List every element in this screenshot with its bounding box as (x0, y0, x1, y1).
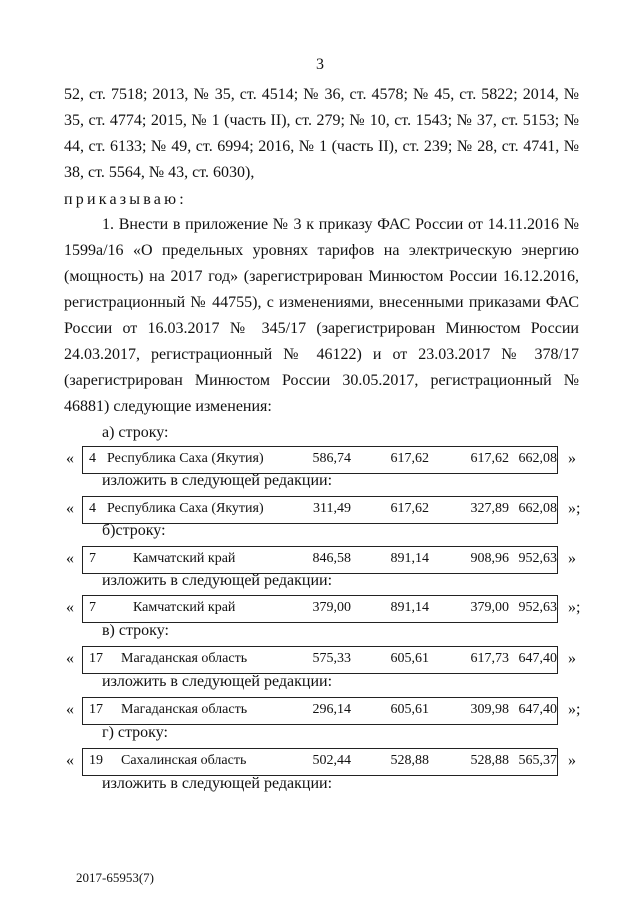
value-4: 647,40 (518, 702, 557, 717)
row-number: 7 (89, 551, 96, 566)
quote-open: « (66, 701, 74, 718)
quote-open: « (66, 450, 74, 467)
row-number: 4 (89, 501, 96, 516)
value-3: 617,73 (470, 651, 509, 666)
quote-open: « (66, 599, 74, 616)
value-2: 891,14 (390, 551, 429, 566)
restate-label: изложить в следующей редакции: (102, 472, 333, 489)
value-2: 891,14 (390, 600, 429, 615)
row-number: 17 (89, 651, 103, 666)
row-box (82, 595, 558, 623)
value-1: 575,33 (312, 651, 351, 666)
value-1: 311,49 (313, 501, 351, 516)
value-2: 528,88 (390, 753, 429, 768)
value-3: 309,98 (470, 702, 509, 717)
value-1: 379,00 (312, 600, 351, 615)
document-code: 2017-65953(7) (76, 870, 154, 885)
order-word: приказываю: (64, 191, 187, 208)
table-row (66, 595, 594, 623)
page-number: 3 (316, 56, 324, 73)
region-name: Магаданская область (121, 651, 248, 666)
table-row (66, 546, 594, 574)
table-row (66, 496, 594, 524)
quote-close: » (568, 450, 576, 467)
value-3: 528,88 (470, 753, 509, 768)
restate-label: изложить в следующей редакции: (102, 673, 333, 690)
value-1: 296,14 (312, 702, 351, 717)
row-box (82, 496, 558, 524)
value-2: 605,61 (390, 702, 429, 717)
quote-close-semicolon: »; (568, 701, 581, 718)
region-name: Республика Саха (Якутия) (107, 451, 264, 466)
intro-paragraph: 52, ст. 7518; 2013, № 35, ст. 4514; № 36, ст. 4578; № 45, ст. 5822; 2014, № 35, ст. 4774; 2015, № 1 (часть II), ст. 279; № 10, ст. 1543; № 37, ст. 5153; № 44, ст. 6133; № 49, ст. 6994; 2016, № 1 (часть II), ст. 239; № 28, ст. 4741, № 38, ст. 5564, № 43, ст. 6030), (64, 86, 579, 181)
quote-close: » (568, 650, 576, 667)
region-name: Камчатский край (133, 551, 236, 566)
value-4: 952,63 (518, 600, 557, 615)
restate-label: изложить в следующей редакции: (102, 775, 333, 792)
region-name: Камчатский край (133, 600, 236, 615)
table-row (66, 748, 594, 776)
restate-label: изложить в следующей редакции: (102, 572, 333, 589)
region-name: Сахалинская область (121, 753, 247, 768)
value-2: 617,62 (390, 451, 429, 466)
region-name: Магаданская область (121, 702, 248, 717)
label-v: в) строку: (102, 622, 169, 639)
row-box (82, 546, 558, 574)
value-1: 502,44 (312, 753, 351, 768)
quote-open: « (66, 550, 74, 567)
value-4: 662,08 (518, 451, 557, 466)
quote-close-semicolon: »; (568, 500, 581, 517)
value-2: 617,62 (390, 501, 429, 516)
row-number: 4 (89, 451, 96, 466)
value-3: 379,00 (470, 600, 509, 615)
value-4: 565,37 (518, 753, 557, 768)
value-4: 952,63 (518, 551, 557, 566)
label-b: б)строку: (102, 522, 166, 539)
label-a: а) строку: (102, 424, 169, 441)
value-4: 662,08 (518, 501, 557, 516)
quote-open: « (66, 650, 74, 667)
row-box (82, 646, 558, 674)
value-2: 605,61 (390, 651, 429, 666)
value-1: 586,74 (312, 451, 351, 466)
quote-close-semicolon: »; (568, 599, 581, 616)
value-1: 846,58 (312, 551, 351, 566)
row-number: 7 (89, 600, 96, 615)
table-row (66, 697, 594, 725)
quote-close: » (568, 752, 576, 769)
value-3: 908,96 (470, 551, 509, 566)
label-g: г) строку: (102, 724, 168, 741)
row-box (82, 748, 558, 776)
value-4: 647,40 (518, 651, 557, 666)
quote-open: « (66, 500, 74, 517)
quote-close: » (568, 550, 576, 567)
item1-paragraph: 1. Внести в приложение № 3 к приказу ФАС России от 14.11.2016 № 1599а/16 «О предельных уровнях тарифов на электрическую энергию (мощность) на 2017 год» (зарегистрирован Минюстом России 16.12.2016, регистрационный № 44755), с изменениями, внесенными приказами ФАС России от 16.03.2017 № 345/17 (зарегистрирован Минюстом России 24.03.2017, регистрационный № 46122) и от 23.03.2017 № 378/17 (зарегистрирован Минюстом России 30.05.2017, регистрационный № 46881) следующие изменения: (64, 216, 579, 415)
quote-open: « (66, 752, 74, 769)
table-row (66, 446, 594, 474)
region-name: Республика Саха (Якутия) (107, 501, 264, 516)
value-3: 327,89 (470, 501, 509, 516)
value-3: 617,62 (470, 451, 509, 466)
row-box (82, 697, 558, 725)
row-box (82, 446, 558, 474)
table-row (66, 646, 594, 674)
row-number: 17 (89, 702, 103, 717)
row-number: 19 (89, 753, 103, 768)
